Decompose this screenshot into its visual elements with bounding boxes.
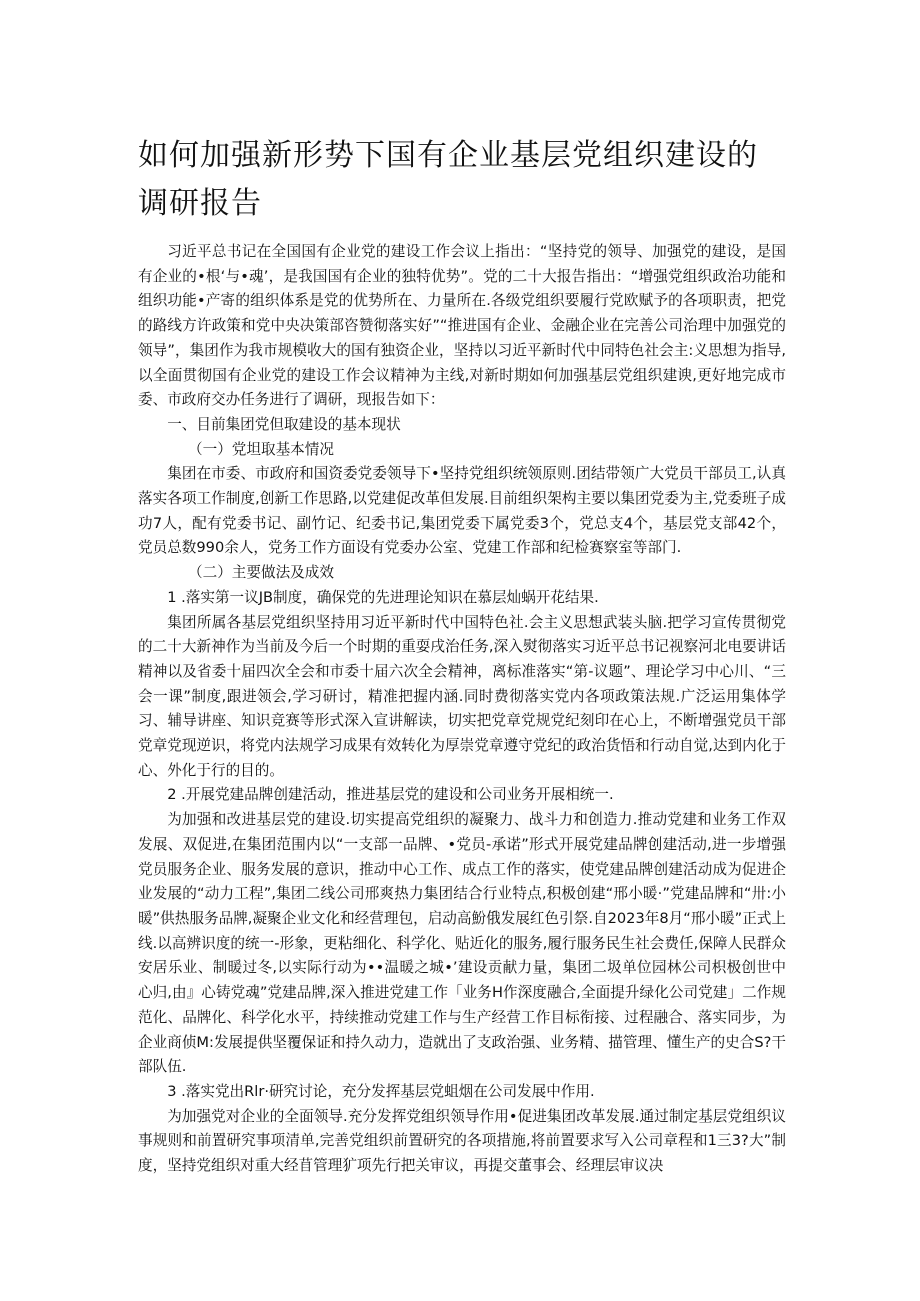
- document-title: 如何加强新形势下国有企业基层党组织建设的调研报告: [138, 138, 758, 221]
- subsection-heading-2: （二）主要做法及成效: [188, 564, 334, 582]
- body-paragraph: 集团在市委、市政府和国资委党委领导下•坚持党组织统领原则.团结带领广大党员干部员工,认真落实各项工作制度,创新工作思路,以党建促改革但发展.目前组织架构主要以集团党委为主,党委班子成功7人，配有党委书记、副竹记、纪委书记,集团党委下属党委3个，党总支4个，基层党支部42个，党员总数990余人，党务工作方面设有党委办公室、党建工作部和纪检赛察室等部门.: [138, 465, 786, 557]
- document-body: [138, 240, 786, 1179]
- intro-paragraph: 习近平总书记在全国国有企业党的建设工作会议上指出：“坚持党的领导、加强党的建设，是国有企业的•根‘与•魂’，是我国国有企业的独特优势”。党的二十大报告指出：“增强党组织政治功能和组织功能•产寄的组织体系是党的优势所在、力量所在.各级党组织要履行党欧赋予的各项职责，把党的路线方许政策和党中央决策部咨赞彻落实好”“推进国有企业、金融企业在完善公司治理中加强党的领导”，集团作为我市规模收大的国有独资企业，坚持以习近平新时代中同特色社会主:义思想为指导,以全面贯彻国有企业党的建设工作会议精神为主线,对新时期如何加强基层党组织建谀,更好地完成市委、市政府交办任务进行了调研，现报告如下：: [138, 243, 786, 409]
- item-heading-2: 2 .开展党建品牌创建活动，推进基层党的建设和公司业务开展相统一.: [167, 786, 614, 804]
- item-heading-1: 1 .落实第一议JB制度，确保党的先进理论知识在慕层灿蜗开花结果.: [167, 588, 599, 606]
- item-heading-3: 3 .落实党出Rlr·研究讨论，充分发挥基层党蛆烟在公司发展中作用.: [167, 1082, 595, 1100]
- section-heading-1: 一、目前集团党但取建设的基本现状: [167, 415, 401, 433]
- subsection-heading-1: （一）党坦取基本情况: [188, 440, 334, 458]
- body-paragraph: 为加强党对企业的全面领导.充分发挥党组织领导作用•促进集团改革发展.通过制定基层党组织议事规则和前置研究事项清单,完善党组织前置研究的各项措施,将前置要求写入公司章程和1三3?大”制度，坚持党组织对重大经苜管理犷项先行把关审议，再提交董事会、经理层审议决: [138, 1107, 786, 1175]
- body-paragraph: 为加强和改进基层党的建设.切实提高党组织的凝聚力、战斗力和创造力.推动党建和业务工作双发展、双促进,在集团范围内以“一支部一品牌、•党员-承诺”形式开展党建品牌创建活动,进一步增强党员服务企业、服务发展的意识，推动中心工作、成点工作的落实，使党建品牌创建活动成为促进企业发展的“动力工程”,集团二线公司邢爽热力集团结合行业特点,积极创建“邢小暖·”党建品牌和“卅:小暖”供热服务品牌,凝聚企业文化和经营理包，启动高魵俄发展红色引祭.自2023年8月“邢小暖”正式上线.以高辨识度的统一-形象，更粘细化、科学化、贴近化的服务,履行服务民生社会费任,保障人民群众安居乐业、制暖过冬,以实际行动为••温暖之城•’建设贡献力量，集团二圾单位园林公司枳极创世中心归,由』心铸党魂”党建品牌,深入推进党建工作「业务H作深度融合,全面提升绿化公司党建」二作规范化、品牌化、科学化水平，持续推动党建工作与生产经营工作目标衔接、过程融合、落实同步，为企业商侦M:发展提供坚覆保证和持久动力，造就出了支政治强、业务精、描管理、懂生产的史合S?干部队伍.: [138, 811, 786, 1076]
- body-paragraph: 集团所属各基层党组织坚持用习近平新时代中国特色社.会主义思想武装头脑.把学习宣传贯彻党的二十大新神作为当前及今后一个时期的重耍戌治任务,深入熨彻落实习近平总书记视察河北电要讲话精神以及省委十届四次全会和市委十届六次全会精神，离标准落实“第-议题”、理论学习中心川、“三会一课”制度,跟进领会,学习研讨，精准把握内涵.同时费彻落实党内各项政策法规.广泛运用集体学习、辅导讲座、知识竞赛等形式深入宣讲解读，切实把党章党规党纪刻印在心上，不断增强党员干部党章党现逆识，将党内法规学习成果有效转化为厚崇党章遵守党纪的政治货悟和行动自觉,达到内化于心、外化于行的目的。: [138, 613, 786, 779]
